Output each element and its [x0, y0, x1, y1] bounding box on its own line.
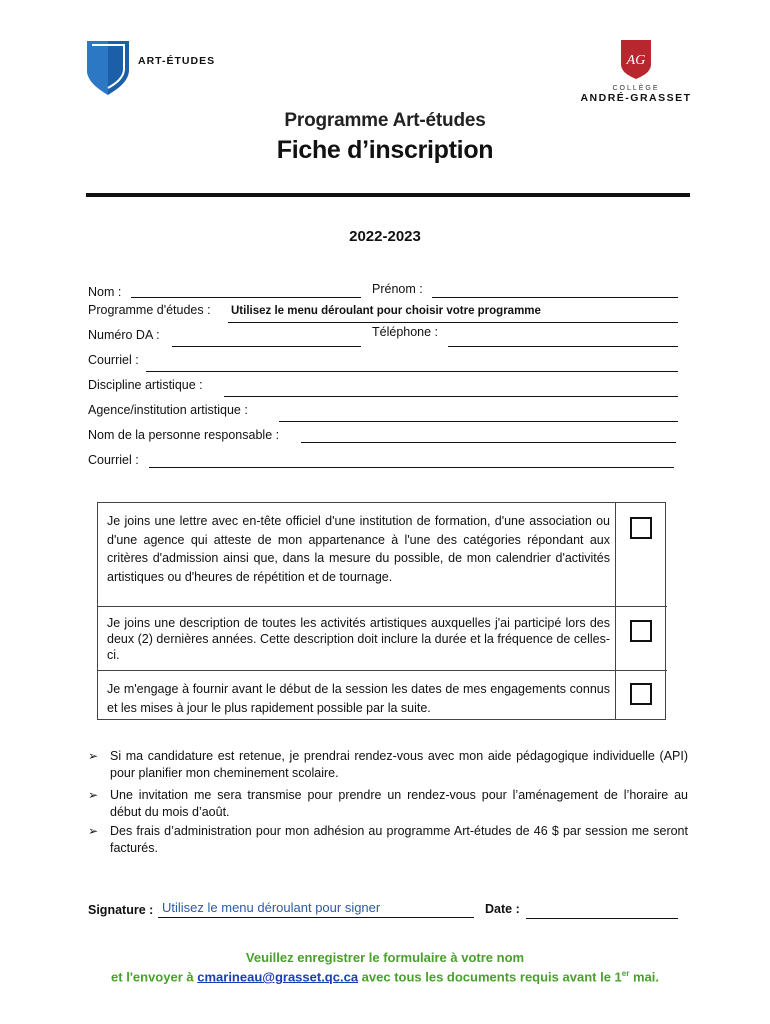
courriel-responsable-field[interactable] [149, 467, 674, 468]
signature-label: Signature : [88, 903, 154, 917]
page-title: Fiche d’inscription [276, 136, 494, 164]
bullet-item: ➢ Si ma candidature est retenue, je prendrai rendez-vous avec mon aide pédagogique individuelle (API) pour planifier mon cheminement scolaire. [88, 749, 688, 780]
courriel-label: Courriel : [88, 353, 139, 367]
agence-label: Agence/institution artistique : [88, 403, 248, 417]
programme-label: Programme d'études : [88, 303, 211, 317]
discipline-label: Discipline artistique : [88, 378, 203, 392]
checklist-checkbox-2[interactable] [630, 620, 652, 642]
checklist-item-text: Je m'engage à fournir avant le début de la session les dates de mes engagements connus et les mises à jour le plus rapidement possible par la suite. [107, 682, 610, 715]
telephone-field[interactable] [448, 346, 678, 347]
arrow-bullet-icon: ➢ [88, 788, 99, 802]
nom-label: Nom : [88, 285, 122, 299]
responsable-label: Nom de la personne responsable : [88, 428, 280, 442]
arrow-bullet-icon: ➢ [88, 824, 99, 838]
title-divider [86, 193, 690, 197]
bullet-item: ➢ Des frais d’administration pour mon adhésion au programme Art-études de 46 $ par session me seront facturés. [88, 824, 688, 855]
college-big-text: ANDRÉ-GRASSET [580, 92, 692, 104]
telephone-label: Téléphone : [372, 325, 439, 339]
checklist-checkbox-3[interactable] [630, 683, 652, 705]
signature-dropdown[interactable]: Utilisez le menu déroulant pour signer [162, 900, 381, 915]
courriel-responsable-label: Courriel : [88, 453, 139, 467]
nom-field[interactable] [131, 297, 361, 298]
prenom-label: Prénom : [372, 282, 423, 296]
email-link[interactable]: cmarineau@grasset.qc.ca [197, 969, 359, 985]
checklist-item-text: Je joins une lettre avec en-tête officiel d'une institution de formation, d'une association ou d'une agence qui atteste de mon appartenance à l'une des catégories répondant aux critères d'admission ainsi que, dans la mesure du possible, de mon calendrier d'activités artistiques ou d'heures de répétition et de tournage. [107, 514, 610, 584]
page-subtitle: Programme Art-études [284, 110, 486, 131]
titles [0, 110, 770, 165]
numero-da-label: Numéro DA : [88, 328, 160, 342]
agence-field[interactable] [279, 421, 678, 422]
date-field[interactable] [526, 918, 678, 919]
date-label: Date : [485, 902, 520, 916]
checklist-checkbox-1[interactable] [630, 517, 652, 539]
responsable-field[interactable] [301, 442, 676, 443]
college-small-text: COLLÈGE [612, 85, 660, 92]
art-etudes-logo [86, 40, 215, 96]
programme-field-line [228, 322, 678, 323]
checklist-row-divider [98, 606, 667, 607]
checklist-item-text: Je joins une description de toutes les activités artistiques auxquelles j'ai participé lors des deux (2) dernières années. Cette description doit inclure la durée et la fréquence de celles-ci. [107, 616, 610, 662]
college-logo [578, 38, 694, 104]
footer-instruction-2: et l'envoyer à cmarineau@grasset.qc.ca avec tous les documents requis avant le 1er mai. [111, 969, 659, 985]
ag-monogram: AG [626, 53, 646, 68]
ag-badge-icon [619, 38, 653, 80]
school-year: 2022-2023 [349, 228, 421, 245]
programme-dropdown[interactable]: Utilisez le menu déroulant pour choisir votre programme [231, 305, 541, 317]
shield-logo-icon [86, 40, 130, 96]
courriel-field[interactable] [146, 371, 678, 372]
arrow-bullet-icon: ➢ [88, 749, 99, 763]
footer-instruction-1: Veuillez enregistrer le formulaire à votre nom [245, 950, 525, 965]
bullet-item: ➢ Une invitation me sera transmise pour prendre un rendez-vous pour l’aménagement de l’horaire au début du mois d’août. [88, 788, 688, 819]
signature-field-line [158, 917, 474, 918]
art-etudes-logo-text: ART-ÉTUDES [138, 55, 216, 67]
checklist-row-divider [98, 670, 667, 671]
prenom-field[interactable] [432, 297, 678, 298]
discipline-field[interactable] [224, 396, 678, 397]
numero-da-field[interactable] [172, 346, 361, 347]
checklist-box [97, 502, 666, 720]
checklist-column-divider [615, 503, 616, 719]
